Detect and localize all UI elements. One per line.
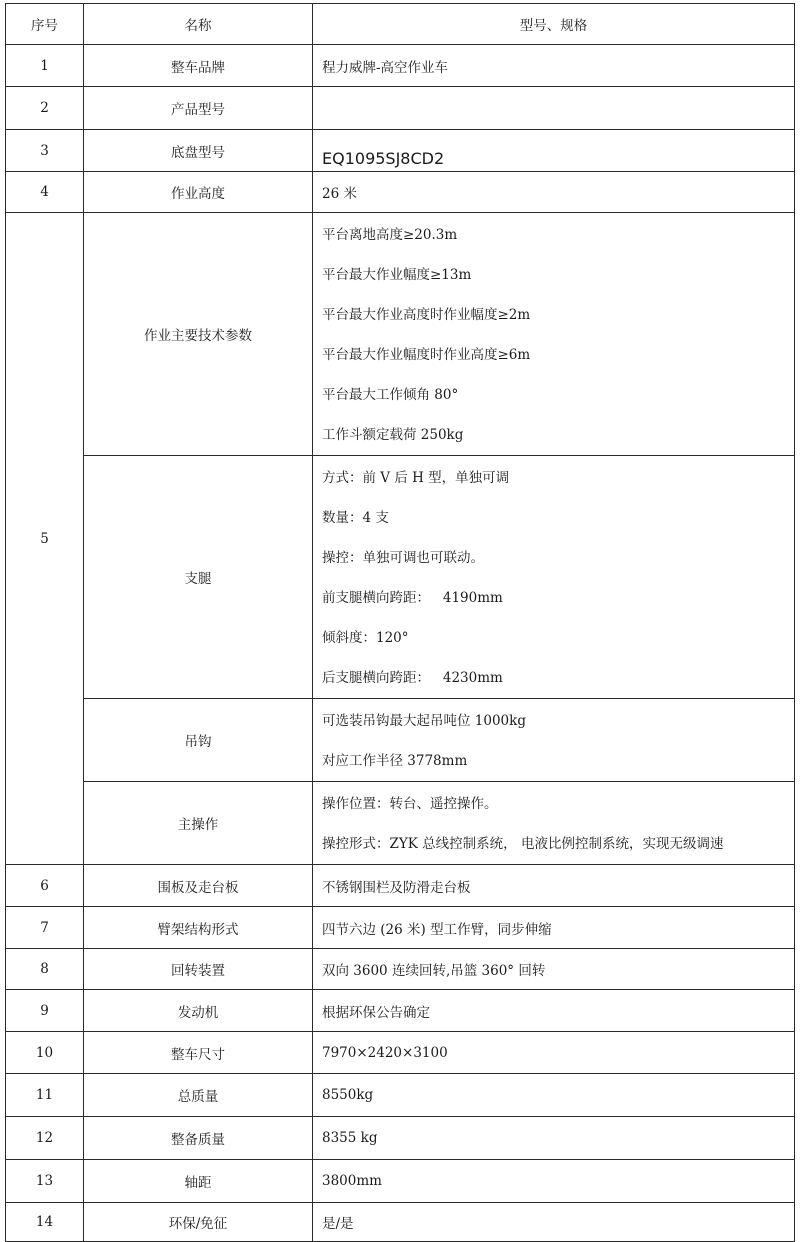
row-no: 13 (6, 1160, 84, 1203)
row-spec: 7970×2420×3100 (313, 1032, 795, 1074)
row-no: 4 (6, 172, 84, 213)
spec-line: 方式：前 V 后 H 型，单独可调 (322, 470, 510, 486)
spec-line: 平台最大工作倾角 80° (322, 387, 459, 403)
spec-line: 操控形式：ZYK 总线控制系统， 电液比例控制系统，实现无级调速 (322, 836, 724, 852)
row-name: 臂架结构形式 (84, 907, 313, 949)
row-name: 整车品牌 (84, 45, 313, 87)
table-row (6, 172, 795, 213)
row-no: 8 (6, 949, 84, 990)
row-spec: 根据环保公告确定 (313, 990, 795, 1032)
table-row (6, 1203, 795, 1242)
spec-line: 平台离地高度≥20.3m (322, 227, 458, 243)
spec-line: 平台最大作业幅度≥13m (322, 267, 472, 283)
row-spec: EQ1095SJ8CD2 (322, 149, 445, 168)
row-no: 12 (6, 1117, 84, 1160)
row-spec: 双向 3600 连续回转,吊篮 360° 回转 (313, 949, 795, 990)
row-spec: 是/是 (313, 1203, 795, 1242)
row-no: 7 (6, 907, 84, 949)
spec-line: 倾斜度：120° (322, 630, 409, 646)
spec-line: 平台最大作业幅度时作业高度≥6m (322, 347, 531, 363)
spec-line: 数量：4 支 (322, 510, 389, 526)
row-no: 9 (6, 990, 84, 1032)
row-name: 发动机 (84, 990, 313, 1032)
row-spec: 8550kg (313, 1074, 795, 1117)
row-no: 3 (6, 130, 84, 172)
table-row (6, 1032, 795, 1074)
spec-sheet (5, 3, 794, 1242)
row-no: 11 (6, 1074, 84, 1117)
spec-line: 前支腿横向跨距： 4190mm (322, 590, 503, 606)
group-name: 作业主要技术参数 (84, 213, 313, 456)
row-no: 6 (6, 865, 84, 907)
table-row-group (6, 213, 795, 456)
spec-line: 后支腿横向跨距： 4230mm (322, 670, 503, 686)
row-spec: 8355 kg (313, 1117, 795, 1160)
row-name: 环保/免征 (84, 1203, 313, 1242)
row-spec-container (313, 130, 795, 172)
spec-line: 操控：单独可调也可联动。 (322, 550, 484, 566)
row-no: 1 (6, 45, 84, 87)
row-name: 整车尺寸 (84, 1032, 313, 1074)
spec-line: 平台最大作业高度时作业幅度≥2m (322, 307, 531, 323)
spec-line: 工作斗额定载荷 250kg (322, 427, 464, 443)
row-spec: 不锈钢围栏及防滑走台板 (313, 865, 795, 907)
header-row (6, 4, 795, 45)
spec-line: 可选装吊钩最大起吊吨位 1000kg (322, 713, 526, 729)
table-row-group (6, 699, 795, 782)
spec-line: 操作位置：转台、遥控操作。 (322, 796, 498, 812)
table-row (6, 1160, 795, 1203)
header-name: 名称 (84, 4, 313, 45)
row-no: 14 (6, 1203, 84, 1242)
row-name: 整备质量 (84, 1117, 313, 1160)
table-row (6, 87, 795, 130)
row-name: 总质量 (84, 1074, 313, 1117)
table-row-group (6, 456, 795, 699)
row-name: 围板及走台板 (84, 865, 313, 907)
spec-table (5, 3, 795, 1242)
header-no: 序号 (6, 4, 84, 45)
group-name: 吊钩 (84, 699, 313, 782)
row-name: 作业高度 (84, 172, 313, 213)
row-spec: 3800mm (313, 1160, 795, 1203)
group-lines (313, 213, 795, 456)
header-spec: 型号、规格 (313, 4, 795, 45)
row-spec: 26 米 (313, 172, 795, 213)
group-lines (313, 456, 795, 699)
row-name: 底盘型号 (84, 130, 313, 172)
table-row (6, 130, 795, 172)
table-row (6, 949, 795, 990)
table-row (6, 45, 795, 87)
row-spec: 四节六边 (26 米) 型工作臂，同步伸缩 (313, 907, 795, 949)
row-name: 产品型号 (84, 87, 313, 130)
table-row (6, 1074, 795, 1117)
row-no: 10 (6, 1032, 84, 1074)
group-name: 主操作 (84, 782, 313, 865)
row-no: 5 (6, 213, 84, 865)
row-no: 2 (6, 87, 84, 130)
table-row-group (6, 782, 795, 865)
group-name: 支腿 (84, 456, 313, 699)
table-row (6, 865, 795, 907)
row-name: 轴距 (84, 1160, 313, 1203)
row-spec: 程力威牌-高空作业车 (313, 45, 795, 87)
group-lines (313, 782, 795, 865)
row-spec (313, 87, 795, 130)
table-row (6, 1117, 795, 1160)
table-row (6, 907, 795, 949)
row-name: 回转装置 (84, 949, 313, 990)
group-lines (313, 699, 795, 782)
table-row (6, 990, 795, 1032)
spec-line: 对应工作半径 3778mm (322, 753, 468, 769)
